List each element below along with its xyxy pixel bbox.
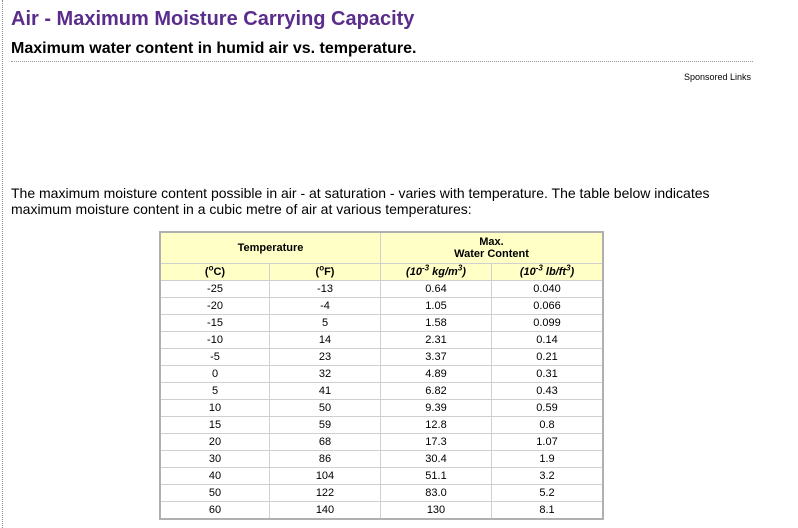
page-subtitle: Maximum water content in humid air vs. temperature. bbox=[11, 40, 417, 57]
intro-paragraph: The maximum moisture content possible in air - at saturation - varies with temperature. The table below indicates maximum moisture content in a cubic metre of air at various temperatures: bbox=[11, 185, 710, 217]
unit-lb-ft3: ($10^{-3}$ $lb/ft^3$) bbox=[492, 264, 604, 281]
cell-celsius: 60 bbox=[160, 502, 270, 520]
sponsored-links-label: Sponsored Links bbox=[683, 72, 751, 82]
cell-kg-m3: 4.89 bbox=[381, 366, 492, 383]
cell-kg-m3: 0.64 bbox=[381, 281, 492, 298]
cell-fahrenheit: 41 bbox=[270, 383, 381, 400]
cell-lb-ft3: 0.066 bbox=[492, 298, 604, 315]
cell-lb-ft3: 0.040 bbox=[492, 281, 604, 298]
cell-fahrenheit: 32 bbox=[270, 366, 381, 383]
cell-lb-ft3: 0.8 bbox=[492, 417, 604, 434]
table-row bbox=[160, 366, 603, 383]
moisture-table-container bbox=[159, 231, 604, 520]
cell-lb-ft3: 1.9 bbox=[492, 451, 604, 468]
cell-lb-ft3: 0.59 bbox=[492, 400, 604, 417]
cell-lb-ft3: 5.2 bbox=[492, 485, 604, 502]
cell-fahrenheit: 23 bbox=[270, 349, 381, 366]
left-border bbox=[2, 0, 3, 528]
cell-lb-ft3: 0.43 bbox=[492, 383, 604, 400]
cell-kg-m3: 1.58 bbox=[381, 315, 492, 332]
table-row bbox=[160, 485, 603, 502]
cell-lb-ft3: 0.099 bbox=[492, 315, 604, 332]
cell-kg-m3: 83.0 bbox=[381, 485, 492, 502]
cell-celsius: -20 bbox=[160, 298, 270, 315]
cell-celsius: 10 bbox=[160, 400, 270, 417]
table-row bbox=[160, 502, 603, 520]
cell-celsius: 30 bbox=[160, 451, 270, 468]
cell-fahrenheit: 59 bbox=[270, 417, 381, 434]
cell-celsius: 50 bbox=[160, 485, 270, 502]
cell-kg-m3: 30.4 bbox=[381, 451, 492, 468]
cell-celsius: -25 bbox=[160, 281, 270, 298]
cell-fahrenheit: -13 bbox=[270, 281, 381, 298]
cell-kg-m3: 3.37 bbox=[381, 349, 492, 366]
table-row bbox=[160, 468, 603, 485]
cell-fahrenheit: 140 bbox=[270, 502, 381, 520]
table-row bbox=[160, 417, 603, 434]
cell-celsius: -15 bbox=[160, 315, 270, 332]
cell-lb-ft3: 8.1 bbox=[492, 502, 604, 520]
table-row bbox=[160, 332, 603, 349]
cell-fahrenheit: 50 bbox=[270, 400, 381, 417]
cell-fahrenheit: -4 bbox=[270, 298, 381, 315]
water-content-group-header bbox=[381, 232, 604, 264]
moisture-table bbox=[159, 231, 604, 520]
cell-lb-ft3: 0.31 bbox=[492, 366, 604, 383]
cell-lb-ft3: 0.14 bbox=[492, 332, 604, 349]
cell-kg-m3: 6.82 bbox=[381, 383, 492, 400]
temperature-group-header: Temperature bbox=[160, 232, 381, 264]
cell-fahrenheit: 86 bbox=[270, 451, 381, 468]
cell-kg-m3: 1.05 bbox=[381, 298, 492, 315]
table-row bbox=[160, 349, 603, 366]
cell-lb-ft3: 3.2 bbox=[492, 468, 604, 485]
cell-lb-ft3: 0.21 bbox=[492, 349, 604, 366]
cell-celsius: 40 bbox=[160, 468, 270, 485]
cell-kg-m3: 51.1 bbox=[381, 468, 492, 485]
cell-kg-m3: 17.3 bbox=[381, 434, 492, 451]
cell-celsius: 5 bbox=[160, 383, 270, 400]
table-group-header-row bbox=[160, 232, 603, 264]
header-divider bbox=[11, 61, 753, 62]
cell-celsius: -5 bbox=[160, 349, 270, 366]
water-content-header-line1: Max. bbox=[479, 236, 504, 248]
water-content-header-line2: Water Content bbox=[454, 248, 529, 260]
cell-celsius: 15 bbox=[160, 417, 270, 434]
page-title: Air - Maximum Moisture Carrying Capacity bbox=[11, 8, 415, 30]
table-row bbox=[160, 451, 603, 468]
table-row bbox=[160, 400, 603, 417]
cell-celsius: -10 bbox=[160, 332, 270, 349]
cell-fahrenheit: 122 bbox=[270, 485, 381, 502]
cell-kg-m3: 9.39 bbox=[381, 400, 492, 417]
cell-fahrenheit: 104 bbox=[270, 468, 381, 485]
cell-lb-ft3: 1.07 bbox=[492, 434, 604, 451]
cell-celsius: 20 bbox=[160, 434, 270, 451]
table-row bbox=[160, 281, 603, 298]
cell-kg-m3: 2.31 bbox=[381, 332, 492, 349]
unit-celsius: ($^o$C) bbox=[160, 264, 270, 281]
cell-kg-m3: 12.8 bbox=[381, 417, 492, 434]
table-row bbox=[160, 434, 603, 451]
cell-kg-m3: 130 bbox=[381, 502, 492, 520]
table-row bbox=[160, 315, 603, 332]
cell-celsius: 0 bbox=[160, 366, 270, 383]
cell-fahrenheit: 68 bbox=[270, 434, 381, 451]
table-row bbox=[160, 383, 603, 400]
unit-kg-m3: ($10^{-3}$ $kg/m^3$) bbox=[381, 264, 492, 281]
unit-fahrenheit: ($^o$F) bbox=[270, 264, 381, 281]
table-row bbox=[160, 298, 603, 315]
cell-fahrenheit: 14 bbox=[270, 332, 381, 349]
table-body bbox=[160, 281, 603, 520]
cell-fahrenheit: 5 bbox=[270, 315, 381, 332]
table-units-row bbox=[160, 264, 603, 281]
